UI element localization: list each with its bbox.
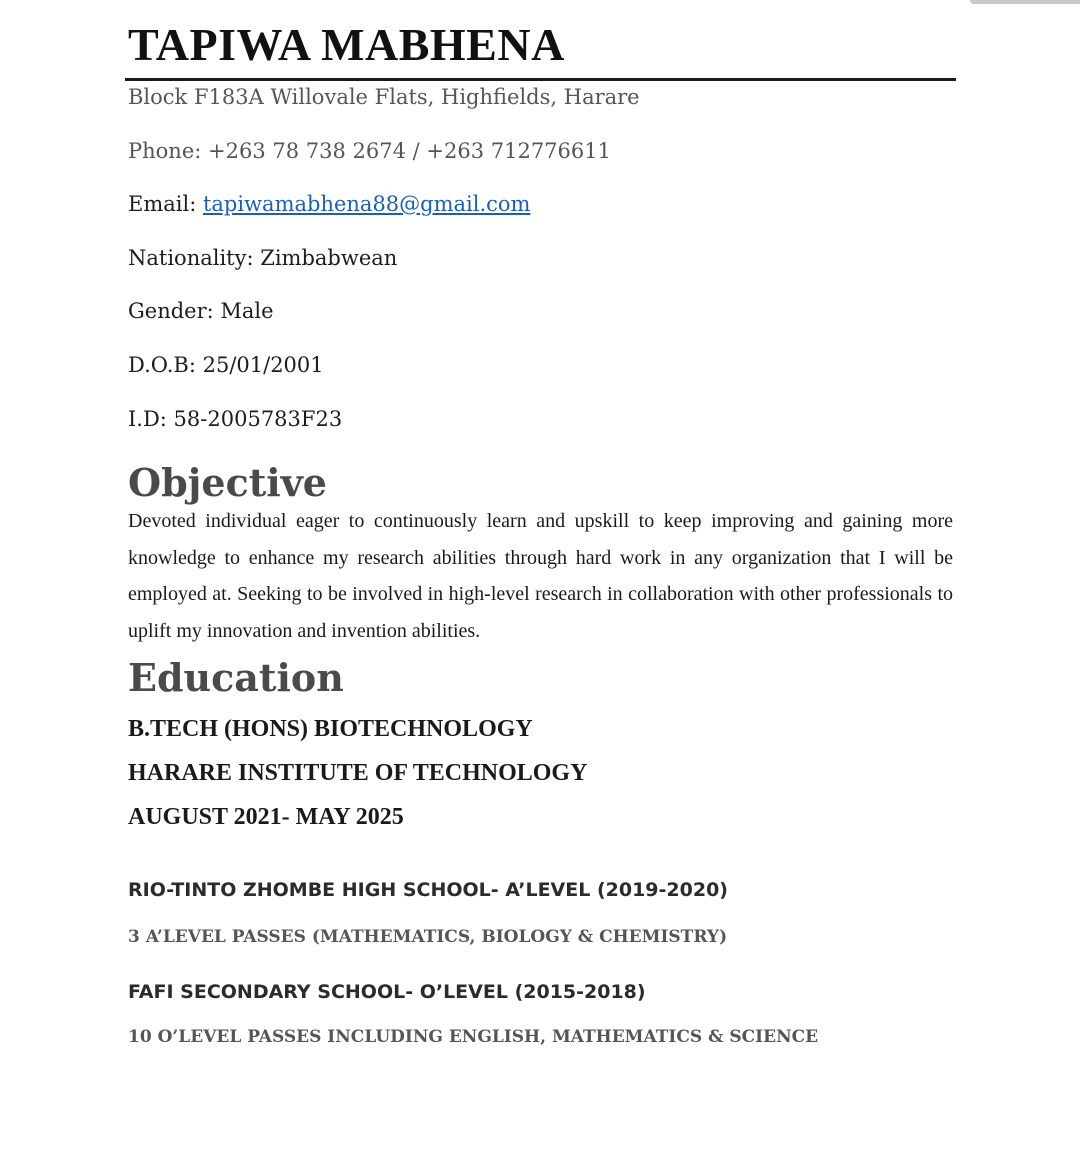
nationality-line: Nationality: Zimbabwean xyxy=(128,246,398,270)
dob-line: D.O.B: 25/01/2001 xyxy=(128,353,324,377)
degree-period: AUGUST 2021- MAY 2025 xyxy=(128,804,404,830)
address-line: Block F183A Willovale Flats, Highfields, Harare xyxy=(128,85,640,109)
objective-paragraph: Devoted individual eager to continuously learn and upskill to keep improving and gaining more knowledge to enhance my research abilities through hard work in any organization that I will be employed at. Seeking to be involved in high-level research in collaboration with other professionals to uplift my innovation and invention abilities. xyxy=(128,510,953,642)
email-link[interactable]: tapiwamabhena88@gmail.com xyxy=(202,192,531,216)
gender-line: Gender: Male xyxy=(128,299,274,323)
education-heading: Education xyxy=(128,655,344,700)
o-level-school-title: FAFI SECONDARY SCHOOL- O’LEVEL (2015-2018) xyxy=(128,981,646,1003)
id-line: I.D: 58-2005783F23 xyxy=(128,407,343,431)
objective-heading: Objective xyxy=(128,460,327,505)
a-level-passes: 3 A’LEVEL PASSES (MATHEMATICS, BIOLOGY & CHEMISTRY) xyxy=(128,927,728,947)
degree-title: B.TECH (HONS) BIOTECHNOLOGY xyxy=(128,716,533,742)
phone-line: Phone: +263 78 738 2674 / +263 712776611 xyxy=(128,139,611,163)
email-label: Email: xyxy=(128,192,203,216)
name-underline-divider xyxy=(125,78,956,81)
degree-institution: HARARE INSTITUTE OF TECHNOLOGY xyxy=(128,760,588,786)
email-line xyxy=(128,190,530,218)
applicant-name: TAPIWA MABHENA xyxy=(128,19,565,70)
a-level-school-title: RIO-TINTO ZHOMBE HIGH SCHOOL- A’LEVEL (2019-2020) xyxy=(128,879,728,901)
o-level-passes: 10 O’LEVEL PASSES INCLUDING ENGLISH, MATHEMATICS & SCIENCE xyxy=(128,1027,819,1047)
scroll-indicator xyxy=(970,0,1080,4)
